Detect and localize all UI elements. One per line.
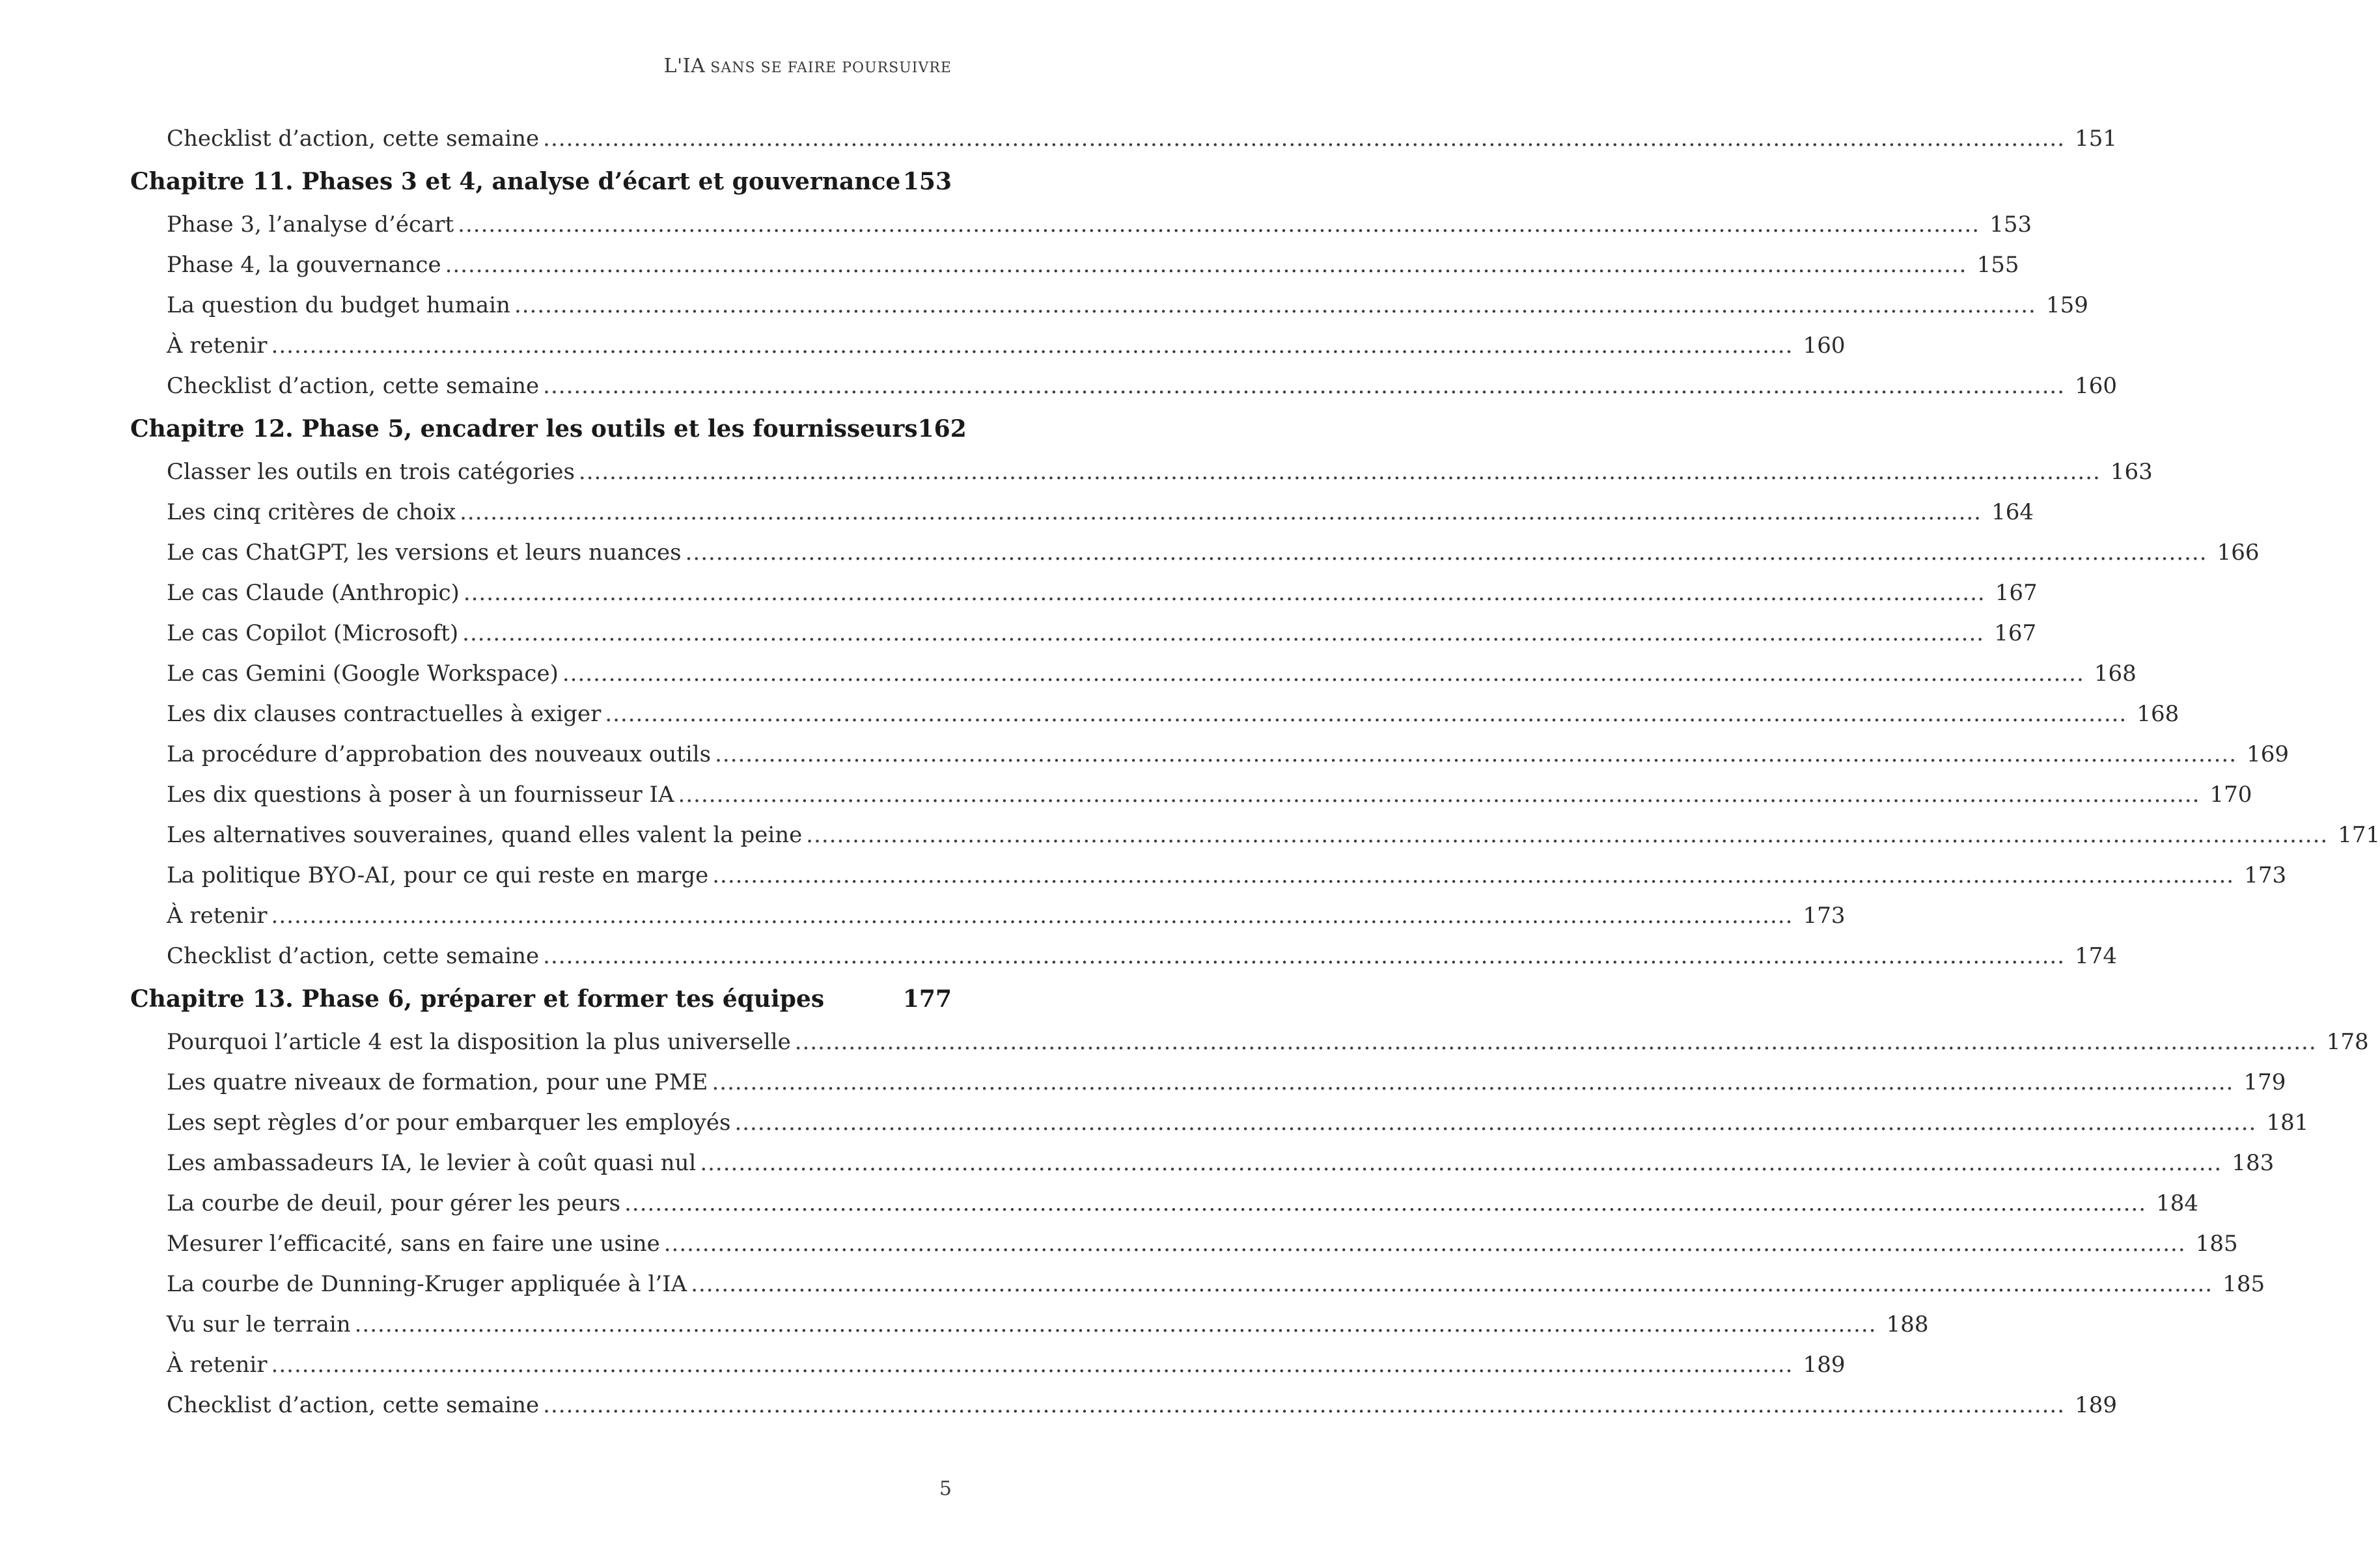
toc-page-number: 188 <box>1886 1311 1929 1337</box>
toc-dot-leader <box>514 285 2036 325</box>
toc-dot-leader <box>271 325 1793 366</box>
toc-page-number: 169 <box>2247 741 2290 767</box>
toc-page-number: 189 <box>2075 1392 2118 1418</box>
toc-section-entry[interactable] <box>130 285 2088 325</box>
toc-section-title: Le cas Claude (Anthropic) <box>167 580 460 606</box>
toc-section-title: Les sept règles d’or pour embarquer les employés <box>167 1110 731 1136</box>
toc-section-entry[interactable] <box>130 1264 2265 1304</box>
toc-section-entry[interactable] <box>130 734 2290 774</box>
toc-page-number: 174 <box>2075 943 2118 969</box>
toc-dot-leader <box>460 492 1982 532</box>
toc-section-entry[interactable] <box>130 653 2137 694</box>
toc-chapter-title: Chapitre 13. Phase 6, préparer et former tes équipes <box>130 985 825 1013</box>
toc-dot-leader <box>562 653 2084 694</box>
toc-dot-leader <box>795 1022 2317 1062</box>
toc-section-title: La courbe de Dunning-Kruger appliquée à l’IA <box>167 1271 687 1297</box>
toc-section-title: La question du budget humain <box>167 292 510 318</box>
toc-section-title: Vu sur le terrain <box>167 1311 351 1337</box>
toc-chapter-title: Chapitre 12. Phase 5, encadrer les outils et les fournisseurs <box>130 415 918 443</box>
toc-page-number: 171 <box>2338 822 2380 848</box>
toc-dot-leader <box>691 1264 2213 1304</box>
toc-dot-leader <box>462 613 1984 653</box>
toc-section-entry[interactable] <box>130 936 2118 976</box>
toc-section-title: La courbe de deuil, pour gérer les peurs <box>167 1190 621 1216</box>
toc-page-number: 164 <box>1991 499 2034 525</box>
toc-page-number: 185 <box>2195 1231 2238 1257</box>
toc-page-number: 163 <box>2110 459 2153 485</box>
toc-dot-leader <box>712 1062 2234 1103</box>
toc-section-title: Les quatre niveaux de formation, pour une PME <box>167 1069 708 1095</box>
toc-page-number: 185 <box>2222 1271 2265 1297</box>
toc-page-number: 170 <box>2209 782 2252 808</box>
toc-section-entry[interactable] <box>130 896 1846 936</box>
toc-section-entry[interactable] <box>130 1062 2286 1103</box>
toc-section-title: À retenir <box>167 333 268 359</box>
toc-page-number: 173 <box>1803 903 1846 929</box>
toc-page-number: 155 <box>1976 252 2019 278</box>
toc-dot-leader <box>543 936 2065 976</box>
toc-section-entry[interactable] <box>130 694 2179 734</box>
table-of-contents <box>130 118 2380 1425</box>
toc-section-title: Les ambassadeurs IA, le levier à coût quasi nul <box>167 1150 697 1176</box>
toc-section-entry[interactable] <box>130 1183 2199 1224</box>
toc-dot-leader <box>712 855 2234 896</box>
toc-page-number: 189 <box>1803 1352 1846 1378</box>
toc-section-entry[interactable] <box>130 1304 1929 1345</box>
toc-page-number: 179 <box>2243 1069 2286 1095</box>
toc-section-title: Mesurer l’efficacité, sans en faire une usine <box>167 1231 660 1257</box>
toc-section-title: Pourquoi l’article 4 est la disposition la plus universelle <box>167 1029 791 1055</box>
toc-section-title: La politique BYO-AI, pour ce qui reste en marge <box>167 862 709 888</box>
toc-section-title: Les alternatives souveraines, quand elles valent la peine <box>167 822 803 848</box>
toc-dot-leader <box>685 532 2207 573</box>
toc-dot-leader <box>355 1304 1877 1345</box>
toc-section-entry[interactable] <box>130 325 1846 366</box>
toc-dot-leader <box>664 1224 2186 1264</box>
toc-section-entry[interactable] <box>130 573 2038 613</box>
running-header <box>664 55 952 77</box>
toc-page-number: 166 <box>2217 540 2260 566</box>
toc-section-entry[interactable] <box>130 366 2118 406</box>
toc-section-entry[interactable] <box>130 245 2019 285</box>
toc-section-entry[interactable] <box>130 613 2037 653</box>
toc-page-number: 183 <box>2232 1150 2275 1176</box>
toc-dot-leader <box>271 896 1793 936</box>
toc-section-entry[interactable] <box>130 204 2032 245</box>
toc-section-entry[interactable] <box>130 1385 2118 1425</box>
toc-section-title: Les cinq critères de choix <box>167 499 456 525</box>
toc-page-number: 153 <box>902 168 952 195</box>
toc-section-title: Checklist d’action, cette semaine <box>167 943 540 969</box>
toc-page-number: 153 <box>1989 212 2032 238</box>
toc-chapter-entry[interactable] <box>130 976 952 1022</box>
toc-page-number: 162 <box>917 415 967 443</box>
toc-dot-leader <box>715 734 2237 774</box>
toc-page-number: 151 <box>2075 126 2118 152</box>
toc-section-title: À retenir <box>167 1352 268 1378</box>
toc-page-number: 168 <box>2094 661 2137 687</box>
toc-page-number: 178 <box>2326 1029 2369 1055</box>
toc-section-entry[interactable] <box>130 532 2260 573</box>
toc-section-entry[interactable] <box>130 452 2153 492</box>
toc-dot-leader <box>700 1143 2222 1183</box>
toc-dot-leader <box>464 573 1986 613</box>
toc-page-number: 173 <box>2244 862 2287 888</box>
toc-dot-leader <box>734 1103 2256 1143</box>
toc-chapter-entry[interactable] <box>130 406 967 452</box>
toc-page-number: 177 <box>902 985 952 1013</box>
toc-page-number: 160 <box>2075 373 2118 399</box>
toc-section-entry[interactable] <box>130 815 2380 855</box>
running-header-smallcaps: SANS SE FAIRE POURSUIVRE <box>705 60 952 76</box>
toc-dot-leader <box>543 1385 2065 1425</box>
toc-section-title: Les dix questions à poser à un fournisseur IA <box>167 782 674 808</box>
toc-dot-leader <box>605 694 2127 734</box>
toc-section-entry[interactable] <box>130 774 2252 815</box>
toc-dot-leader <box>806 815 2328 855</box>
toc-page-number: 159 <box>2045 292 2088 318</box>
toc-chapter-entry[interactable] <box>130 159 952 204</box>
toc-section-title: Checklist d’action, cette semaine <box>167 373 540 399</box>
toc-section-entry[interactable] <box>130 492 2034 532</box>
toc-chapter-title: Chapitre 11. Phases 3 et 4, analyse d’écart et gouvernance <box>130 168 901 195</box>
toc-section-title: Le cas Gemini (Google Workspace) <box>167 661 559 687</box>
toc-section-entry[interactable] <box>130 855 2287 896</box>
toc-section-entry[interactable] <box>130 1103 2309 1143</box>
toc-section-entry[interactable] <box>130 118 2118 159</box>
toc-section-title: Phase 3, l’analyse d’écart <box>167 212 454 238</box>
toc-dot-leader <box>579 452 2101 492</box>
toc-dot-leader <box>271 1345 1793 1385</box>
toc-dot-leader <box>543 118 2065 159</box>
toc-section-title: Phase 4, la gouvernance <box>167 252 441 278</box>
toc-section-entry[interactable] <box>130 1345 1846 1385</box>
toc-page-number: 184 <box>2156 1190 2199 1216</box>
toc-section-title: Classer les outils en trois catégories <box>167 459 575 485</box>
toc-dot-leader <box>458 204 1980 245</box>
toc-dot-leader <box>543 366 2065 406</box>
running-header-prefix: L'IA <box>663 55 706 77</box>
toc-section-entry[interactable] <box>130 1022 2369 1062</box>
toc-section-title: Les dix clauses contractuelles à exiger <box>167 701 602 727</box>
toc-dot-leader <box>624 1183 2146 1224</box>
toc-section-title: À retenir <box>167 903 268 929</box>
toc-section-title: Le cas Copilot (Microsoft) <box>167 620 459 646</box>
toc-section-entry[interactable] <box>130 1224 2238 1264</box>
toc-dot-leader <box>678 774 2200 815</box>
toc-page-number: 167 <box>1995 580 2038 606</box>
toc-page-number: 160 <box>1803 333 1846 359</box>
page-number: 5 <box>939 1477 952 1500</box>
toc-dot-leader <box>445 245 1967 285</box>
toc-page-number: 168 <box>2137 701 2179 727</box>
toc-section-title: La procédure d’approbation des nouveaux outils <box>167 741 712 767</box>
toc-section-title: Checklist d’action, cette semaine <box>167 126 540 152</box>
toc-section-entry[interactable] <box>130 1143 2275 1183</box>
toc-page-number: 167 <box>1994 620 2037 646</box>
toc-section-title: Checklist d’action, cette semaine <box>167 1392 540 1418</box>
toc-section-title: Le cas ChatGPT, les versions et leurs nuances <box>167 540 682 566</box>
toc-page-number: 181 <box>2266 1110 2309 1136</box>
